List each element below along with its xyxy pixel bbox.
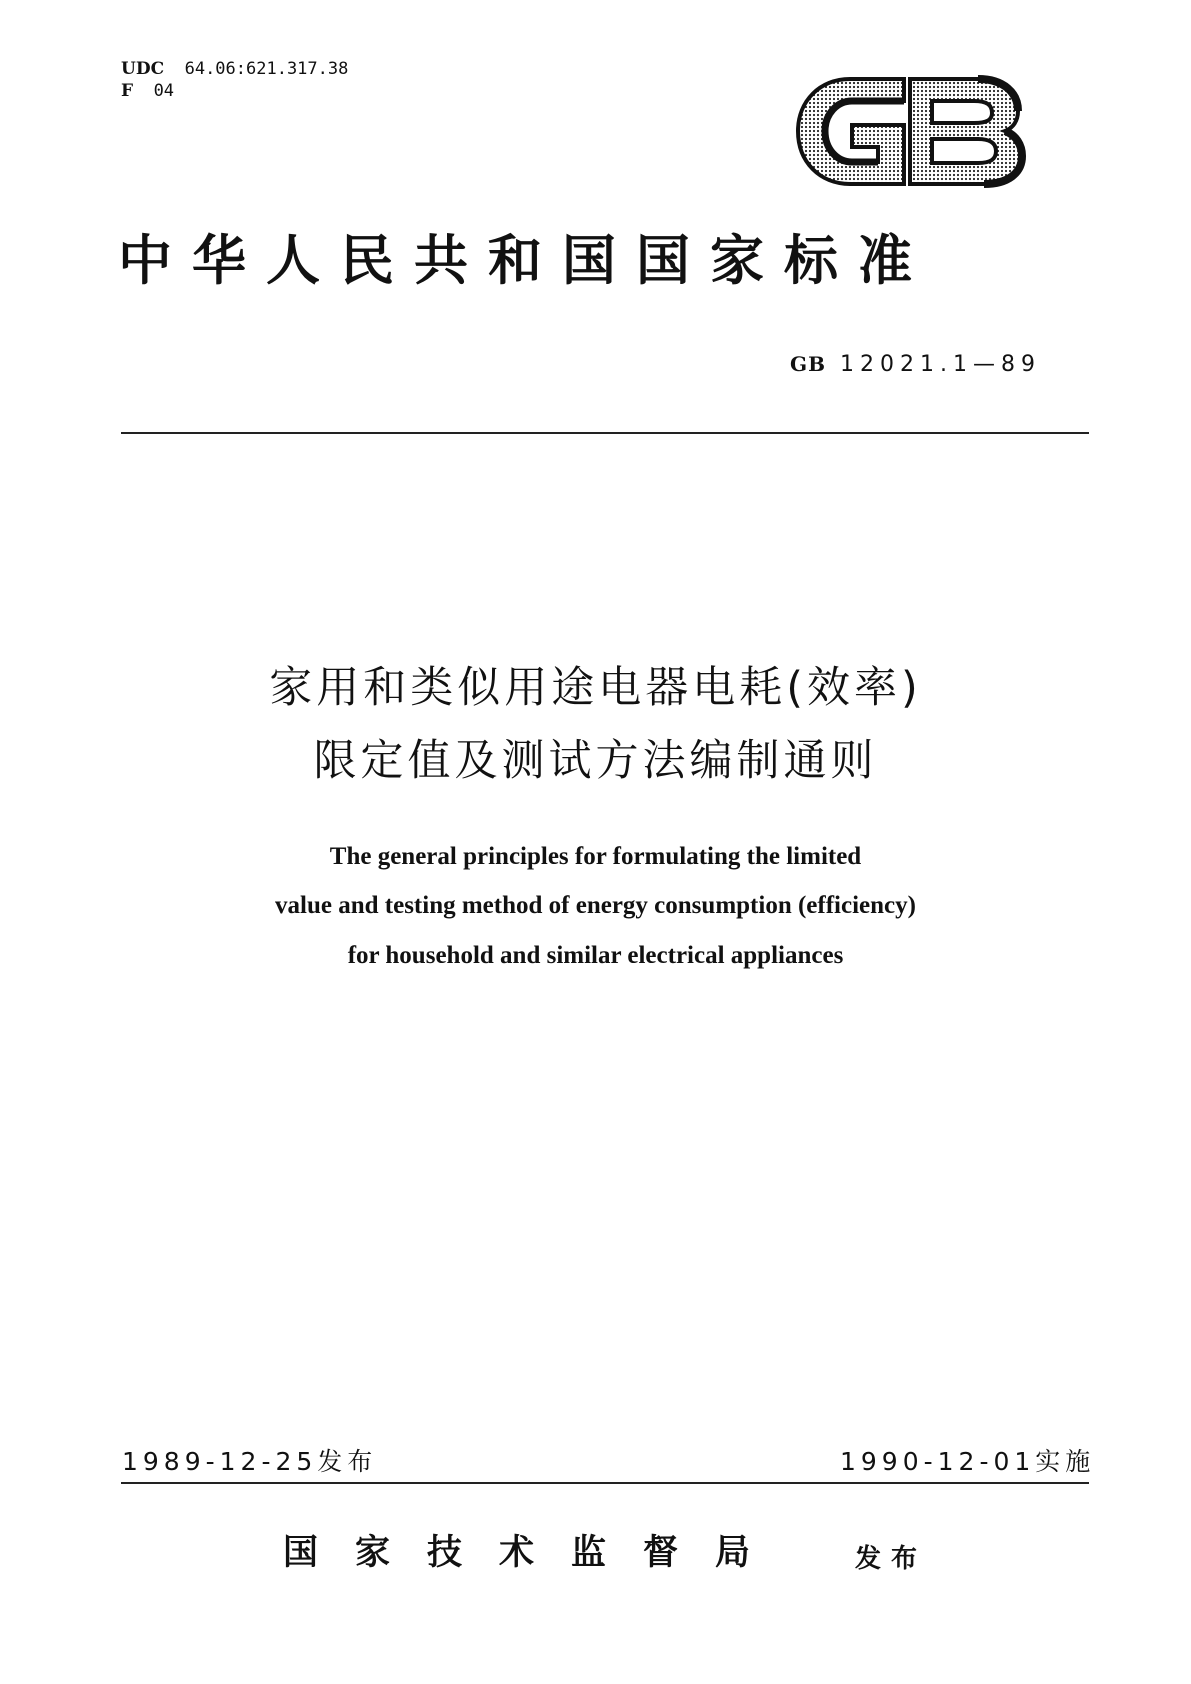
standard-code-number: 12021.1—89 xyxy=(839,352,1041,377)
issuing-authority: 国家技术监督局 xyxy=(283,1532,788,1573)
standard-code-prefix: GB xyxy=(790,352,826,376)
effective-date: 1990-12-01实施 xyxy=(840,1447,1096,1476)
title-en-line-3: for household and similar electrical appliances xyxy=(347,942,844,969)
gb-logo xyxy=(792,73,1028,190)
title-en-line-2: value and testing method of energy consumption (efficiency) xyxy=(275,892,916,919)
title-cn-line-1: 家用和类似用途电器电耗(效率) xyxy=(269,663,922,713)
top-divider xyxy=(121,432,1089,434)
udc-label: UDC xyxy=(121,59,165,79)
title-cn-line-2: 限定值及测试方法编制通则 xyxy=(313,736,878,786)
udc-value: 64.06:621.317.38 xyxy=(184,59,349,79)
standard-code xyxy=(790,352,1041,377)
issued-label: 发布 xyxy=(855,1544,928,1574)
udc-classification xyxy=(121,58,348,102)
issue-date: 1989-12-25发布 xyxy=(122,1447,378,1476)
class-label: F xyxy=(121,81,134,101)
bottom-divider xyxy=(121,1482,1089,1484)
title-en-line-1: The general principles for formulating the limited xyxy=(329,843,862,870)
national-standard-title: 中华人民共和国国家标准 xyxy=(118,228,932,292)
class-value: 04 xyxy=(153,81,175,101)
